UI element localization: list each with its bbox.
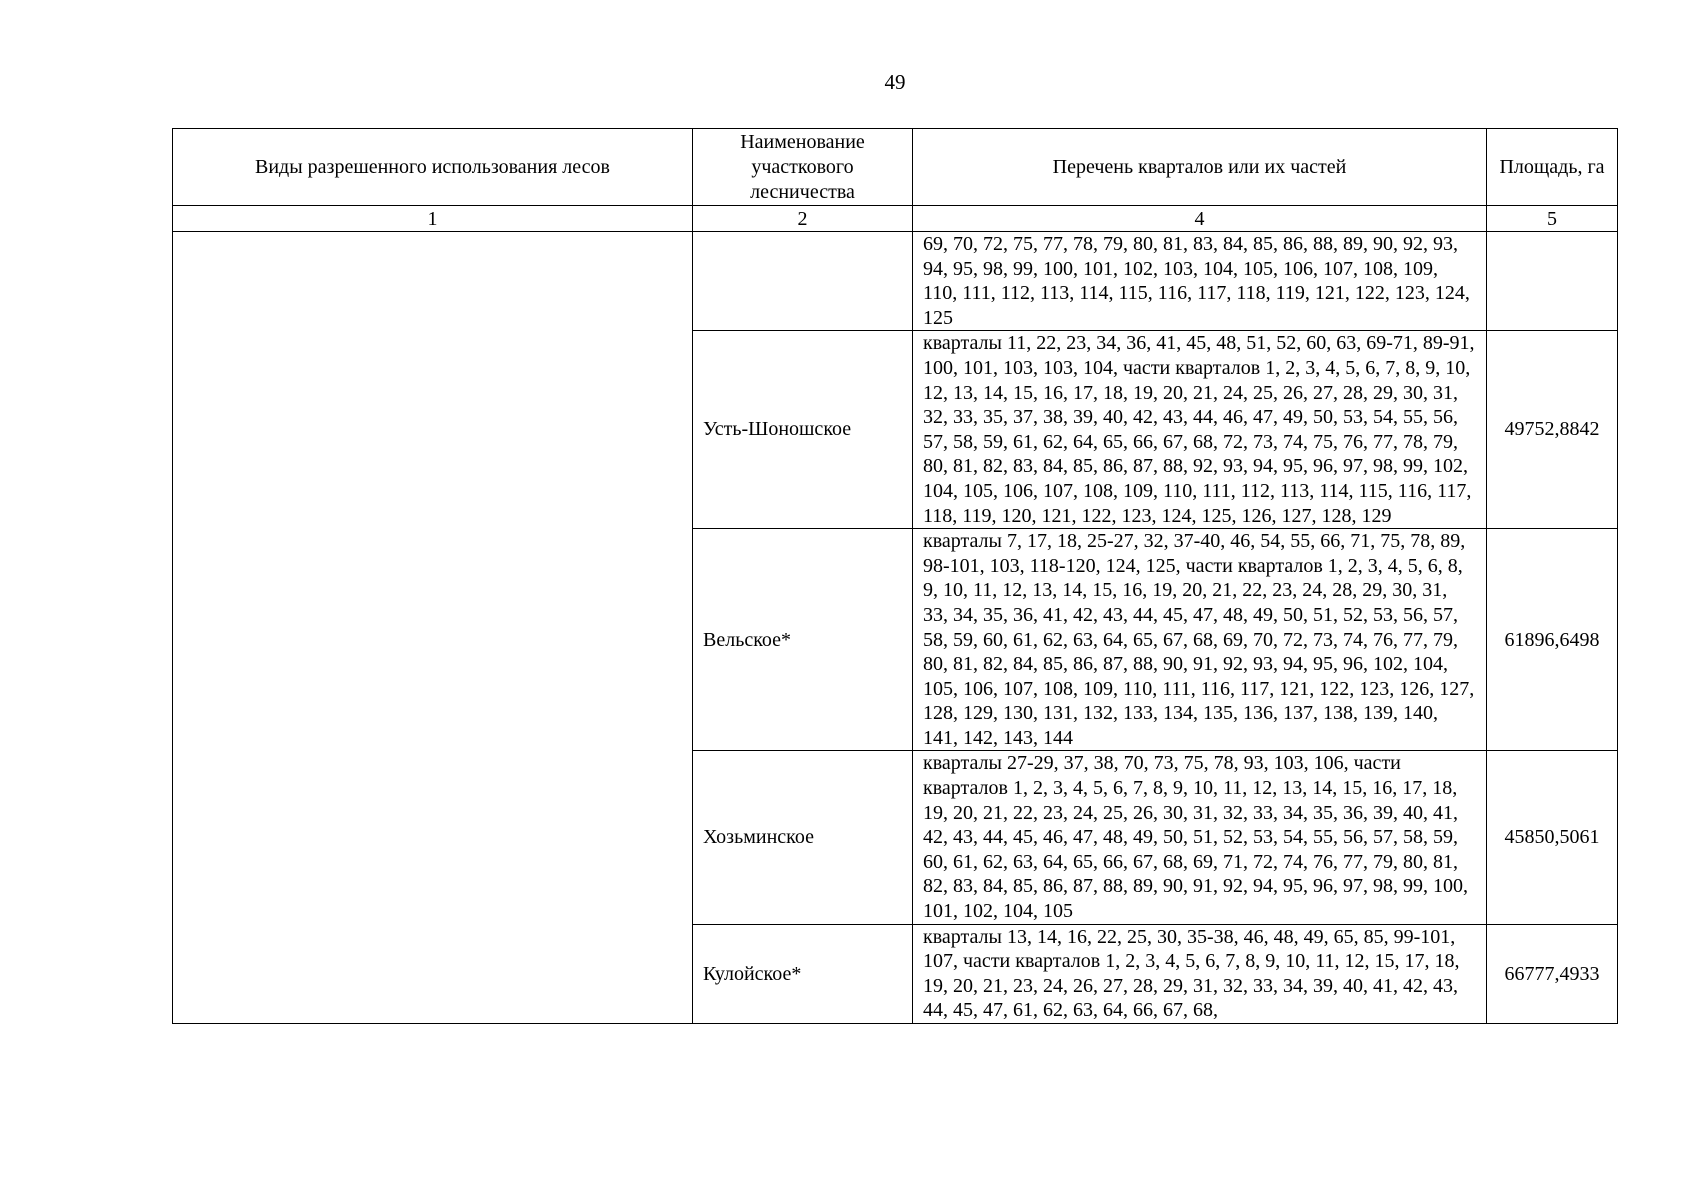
area-cell: 45850,5061 (1487, 751, 1618, 924)
page-number: 49 (884, 70, 906, 94)
forest-quarters-table (172, 128, 1618, 1024)
quarters-cell: кварталы 7, 17, 18, 25-27, 32, 37-40, 46, 54, 55, 66, 71, 75, 78, 89, 98-101, 103, 118-120, 124, 125, части кварталов 1, 2, 3, 4, 5, 6, 8, 9, 10, 11, 12, 13, 14, 15, 16, 19, 20, 21, 22, 23, 24, 28, 29, 30, 31, 33, 34, 35, 36, 41, 42, 43, 44, 45, 47, 48, 49, 50, 51, 52, 53, 56, 57, 58, 59, 60, 61, 62, 63, 64, 65, 67, 68, 69, 70, 72, 73, 74, 76, 77, 79, 80, 81, 82, 84, 85, 86, 87, 88, 90, 91, 92, 93, 94, 95, 96, 102, 104, 105, 106, 107, 108, 109, 110, 111, 116, 117, 121, 122, 123, 126, 127, 128, 129, 130, 131, 132, 133, 134, 135, 136, 137, 138, 139, 140, 141, 142, 143, 144 (913, 529, 1487, 751)
header-quarters-list: Перечень кварталов или их частей (913, 129, 1487, 206)
column-number-row (173, 206, 1618, 232)
area-cell: 66777,4933 (1487, 924, 1618, 1023)
header-area: Площадь, га (1487, 129, 1618, 206)
column-number: 2 (693, 206, 913, 232)
table-header-row (173, 129, 1618, 206)
area-cell (1487, 232, 1618, 331)
district-name-cell (693, 232, 913, 331)
quarters-cell: кварталы 27-29, 37, 38, 70, 73, 75, 78, 93, 103, 106, части кварталов 1, 2, 3, 4, 5, 6, 7, 8, 9, 10, 11, 12, 13, 14, 15, 16, 17, 18, 19, 20, 21, 22, 23, 24, 25, 26, 30, 31, 32, 33, 34, 35, 36, 39, 40, 41, 42, 43, 44, 45, 46, 47, 48, 49, 50, 51, 52, 53, 54, 55, 56, 57, 58, 59, 60, 61, 62, 63, 64, 65, 66, 67, 68, 69, 71, 72, 74, 76, 77, 79, 80, 81, 82, 83, 84, 85, 86, 87, 88, 89, 90, 91, 92, 94, 95, 96, 97, 98, 99, 100, 101, 102, 104, 105 (913, 751, 1487, 924)
district-name-cell: Усть-Шоношское (693, 331, 913, 529)
column-number: 4 (913, 206, 1487, 232)
quarters-cell: кварталы 11, 22, 23, 34, 36, 41, 45, 48, 51, 52, 60, 63, 69-71, 89-91, 100, 101, 103, 103, 104, части кварталов 1, 2, 3, 4, 5, 6, 7, 8, 9, 10, 12, 13, 14, 15, 16, 17, 18, 19, 20, 21, 24, 25, 26, 27, 28, 29, 30, 31, 32, 33, 35, 37, 38, 39, 40, 42, 43, 44, 46, 47, 49, 50, 53, 54, 55, 56, 57, 58, 59, 61, 62, 64, 65, 66, 67, 68, 72, 73, 74, 75, 76, 77, 78, 79, 80, 81, 82, 83, 84, 85, 86, 87, 88, 92, 93, 94, 95, 96, 97, 98, 99, 102, 104, 105, 106, 107, 108, 109, 110, 111, 112, 113, 114, 115, 116, 117, 118, 119, 120, 121, 122, 123, 124, 125, 126, 127, 128, 129 (913, 331, 1487, 529)
district-name-cell: Вельское* (693, 529, 913, 751)
area-cell: 49752,8842 (1487, 331, 1618, 529)
header-district-name: Наименование участкового лесничества (693, 129, 913, 206)
area-cell: 61896,6498 (1487, 529, 1618, 751)
table-row (173, 232, 1618, 331)
district-name-cell: Кулойское* (693, 924, 913, 1023)
quarters-cell: кварталы 13, 14, 16, 22, 25, 30, 35-38, 46, 48, 49, 65, 85, 99-101, 107, части кварталов 1, 2, 3, 4, 5, 6, 7, 8, 9, 10, 11, 12, 15, 17, 18, 19, 20, 21, 23, 24, 26, 27, 28, 29, 31, 32, 33, 34, 39, 40, 41, 42, 43, 44, 45, 47, 61, 62, 63, 64, 66, 67, 68, (913, 924, 1487, 1023)
quarters-cell: 69, 70, 72, 75, 77, 78, 79, 80, 81, 83, 84, 85, 86, 88, 89, 90, 92, 93, 94, 95, 98, 99, 100, 101, 102, 103, 104, 105, 106, 107, 108, 109, 110, 111, 112, 113, 114, 115, 116, 117, 118, 119, 121, 122, 123, 124, 125 (913, 232, 1487, 331)
column-number: 5 (1487, 206, 1618, 232)
district-name-cell: Хозьминское (693, 751, 913, 924)
usage-type-cell (173, 232, 693, 1024)
header-usage-types: Виды разрешенного использования лесов (173, 129, 693, 206)
column-number: 1 (173, 206, 693, 232)
